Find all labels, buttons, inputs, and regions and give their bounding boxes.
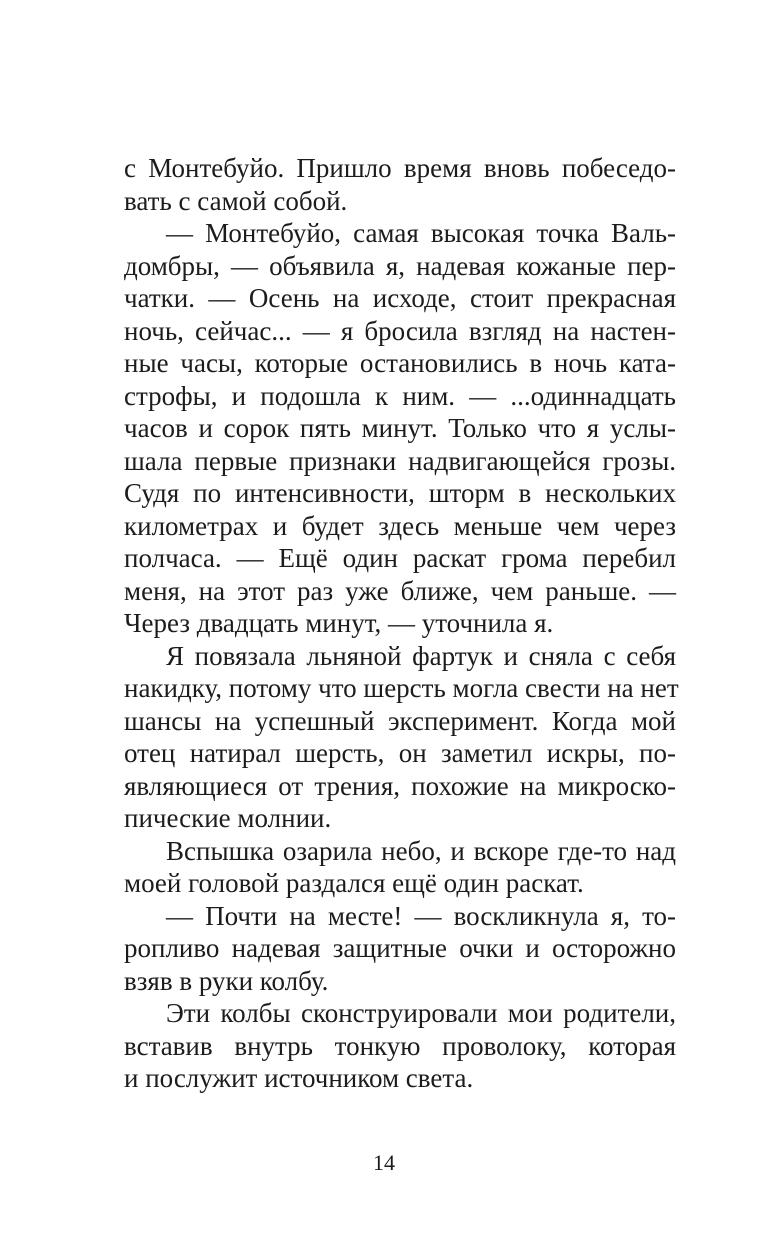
text-line: Я повязала льняной фартук и сняла с себя (166, 640, 676, 671)
text-line: домбры, — объявила я, надевая кожаные пер- (124, 250, 676, 281)
text-line: Вспышка озарила небо, и вскоре где-то над (166, 835, 676, 866)
text-line: взяв в руки колбу. (124, 965, 329, 996)
text-line: шансы на успешный эксперимент. Когда мой (124, 705, 676, 736)
text-line: километрах и будет здесь меньше чем через (124, 510, 676, 541)
text-line: ные часы, которые остановились в ночь ката- (124, 348, 676, 378)
text-line: являющиеся от трения, похожие на микроско- (124, 770, 676, 801)
text-line: пические молнии. (124, 803, 332, 833)
text-line: накидку, потому что шерсть могла свести на нет (124, 673, 679, 703)
text-line: ночь, сейчас... — я бросила взгляд на настен- (124, 315, 676, 346)
text-line: строфы, и подошла к ним. — ...одиннадцать (124, 380, 676, 411)
text-line: вать с самой собой. (124, 185, 348, 216)
text-line: моей головой раздался ещё один раскат. (124, 868, 584, 898)
text-line: и послужит источником света. (124, 1063, 474, 1093)
body-text (124, 152, 679, 1095)
text-line: отец натирал шерсть, он заметил искры, по- (124, 738, 676, 768)
text-line: Через двадцать минут, — уточнила я. (124, 608, 554, 638)
text-line: часов и сорок пять минут. Только что я услы- (124, 413, 676, 443)
text-line: — Монтебуйо, самая высокая точка Валь- (166, 218, 676, 248)
text-line: ропливо надевая защитные очки и осторожно (124, 933, 676, 963)
text-line: с Монтебуйо. Пришло время вновь побеседо- (124, 153, 676, 183)
text-line: меня, на этот раз уже ближе, чем раньше. — (124, 575, 676, 606)
text-line: Эти колбы сконструировали мои родители, (166, 998, 676, 1028)
text-line: вставив внутрь тонкую проволоку, которая (124, 1030, 676, 1061)
text-line: шала первые признаки надвигающейся грозы. (124, 445, 676, 476)
page-number: 14 (373, 1150, 395, 1175)
text-line: Судя по интенсивности, шторм в нескольких (124, 478, 676, 508)
text-line: полчаса. — Ещё один раскат грома перебил (124, 543, 676, 573)
text-line: — Почти на месте! — воскликнула я, то- (166, 900, 676, 931)
text-line: чатки. — Осень на исходе, стоит прекрасная (124, 283, 676, 313)
